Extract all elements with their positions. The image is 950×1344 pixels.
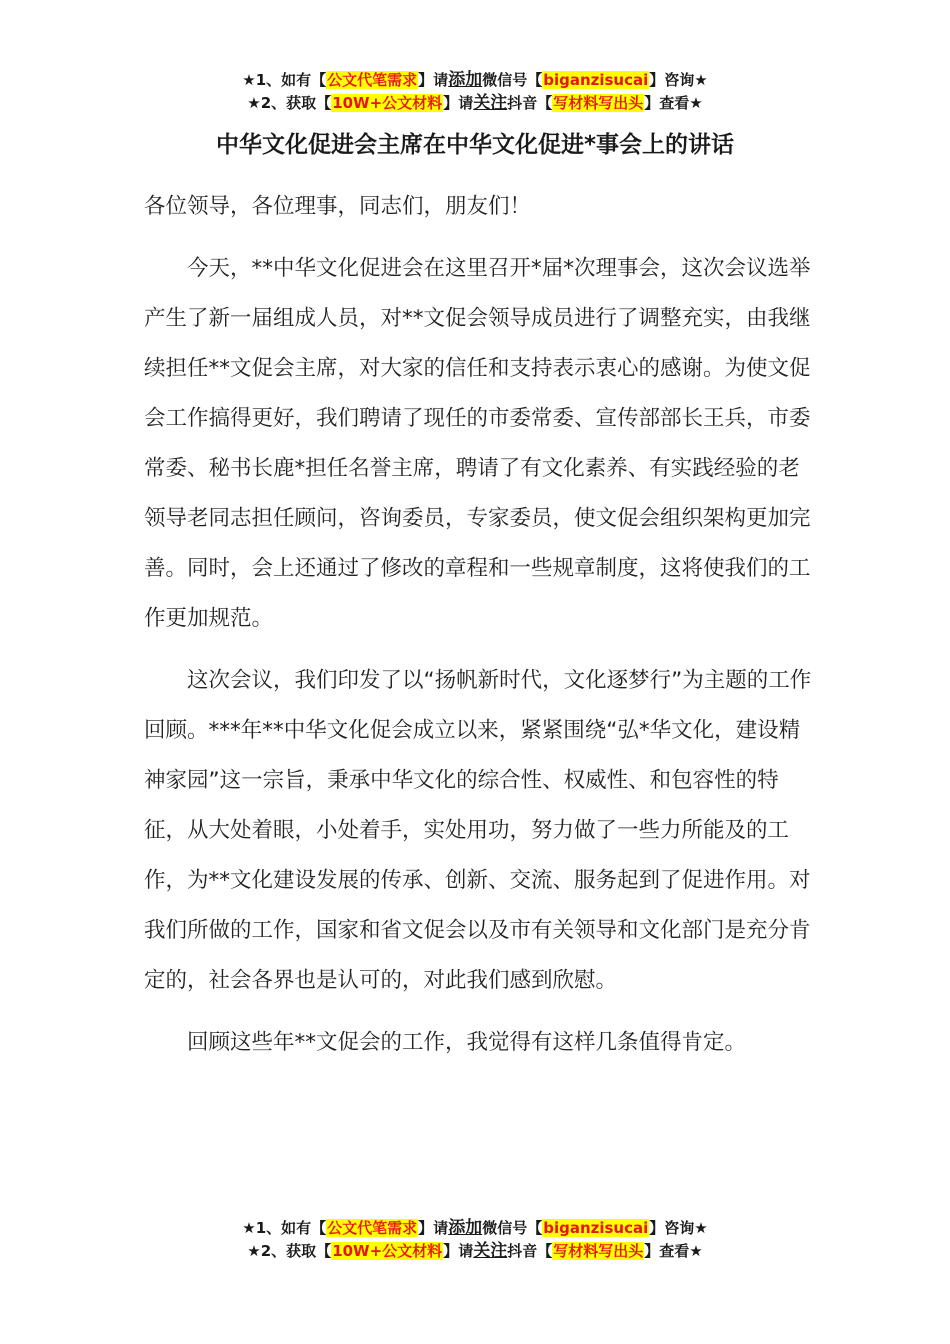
highlight-wechat-id: biganzisucai [543,71,649,89]
highlight-service: 公文代笔需求 [327,1219,418,1237]
highlight-douyin-account: 写材料写出头 [553,1242,644,1260]
underlined-follow: 关注 [473,93,508,113]
salutation: 各位领导，各位理事，同志们，朋友们！ [144,194,532,219]
document-body [144,182,812,1080]
promo-line-2: ★2、获取【10W+公文材料】请关注抖音【写材料写出头】查看★ [247,93,703,113]
highlight-wechat-id: biganzisucai [543,1219,649,1237]
highlight-materials: 10W+公文材料 [332,1242,443,1260]
promo-footer [0,1217,950,1263]
underlined-add: 添加 [448,1218,483,1238]
paragraph-3: 回顾这些年**文促会的工作，我觉得有这样几条值得肯定。 [187,1030,747,1055]
promo-header [0,69,950,115]
paragraph-2: 这次会议，我们印发了以“扬帆新时代，文化逐梦行”为主题的工作回顾。***年**中华文化促会成立以来，紧紧围绕“弘*华文化，建设精神家园”这一宗旨，秉承中华文化的综合性、权威性、和包容性的特征，从大处着眼，小处着手，实处用功，努力做了一些力所能及的工作，为**文化建设发展的传承、创新、交流、服务起到了促进作用。对我们所做的工作，国家和省文促会以及市有关领导和文化部门是充分肯定的，社会各界也是认可的，对此我们感到欣慰。 [144,668,812,993]
document-title: 中华文化促进会主席在中华文化促进*事会上的讲话 [215,132,735,158]
underlined-add: 添加 [448,70,483,90]
paragraph-1: 今天，**中华文化促进会在这里召开*届*次理事会，这次会议选举产生了新一届组成人员，对**文促会领导成员进行了调整充实，由我继续担任**文促会主席，对大家的信任和支持表示衷心的感谢。为使文促会工作搞得更好，我们聘请了现任的市委常委、宣传部部长王兵，市委常委、秘书长鹿*担任名誉主席，聘请了有文化素养、有实践经验的老领导老同志担任顾问，咨询委员，专家委员，使文促会组织架构更加完善。同时，会上还通过了修改的章程和一些规章制度，这将使我们的工作更加规范。 [144,256,811,631]
promo-line-1: ★1、如有【公文代笔需求】请添加微信号【biganzisucai】咨询★ [242,1218,708,1238]
underlined-follow: 关注 [473,1241,508,1261]
promo-line-2: ★2、获取【10W+公文材料】请关注抖音【写材料写出头】查看★ [247,1241,703,1261]
promo-line-1: ★1、如有【公文代笔需求】请添加微信号【biganzisucai】咨询★ [242,70,708,90]
highlight-materials: 10W+公文材料 [332,94,443,112]
highlight-service: 公文代笔需求 [327,71,418,89]
highlight-douyin-account: 写材料写出头 [553,94,644,112]
